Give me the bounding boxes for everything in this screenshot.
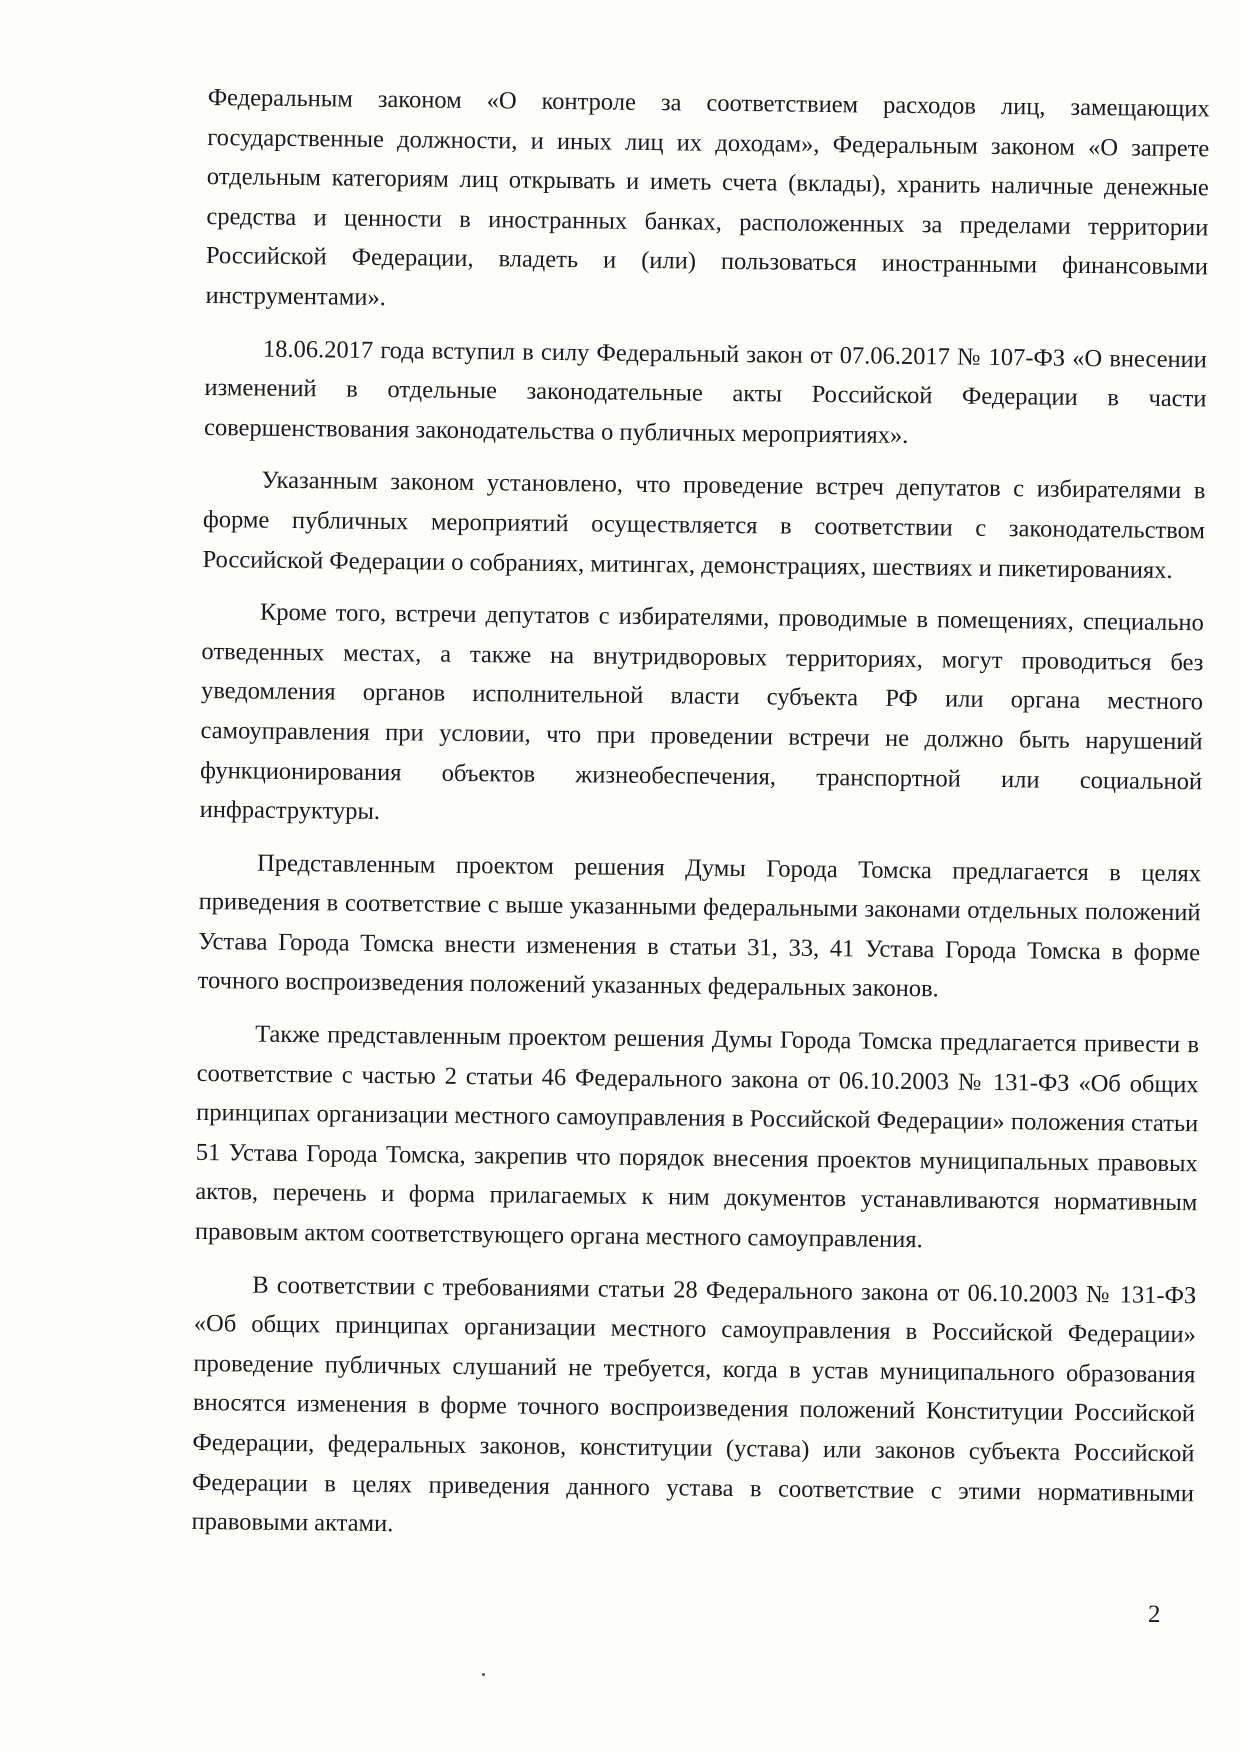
paragraph-5: Представленным проектом решения Думы Города Томска предлагается в целях приведения в соответствие с выше указанными федеральными законами отдельных положений Устава Города Томска внести изменения в статьи 31, 33, 41 Устава Города Томска в форме точного воспроизведения положений указанных федеральных законов. [197, 849, 1202, 1003]
scan-artifact-dot [482, 1673, 485, 1676]
page-number: 2 [1148, 1601, 1161, 1628]
paragraph-6: Также представленным проектом решения Думы Города Томска предлагается привести в соответствие с частью 2 статьи 46 Федерального закона от 06.10.2003 № 131-ФЗ «Об общих принципах организации местного самоуправления в Российской Федерации» положения статьи 51 Устава Города Томска, закрепив что порядок внесения проектов муниципальных правовых актов, перечень и форма прилагаемых к ним документов устанавливаются нормативным правовым актом соответствующего органа местного самоуправления. [194, 1020, 1200, 1254]
paragraph-3: Указанным законом установлено, что проведение встреч депутатов с избирателями в форме публичных мероприятий осуществляется в соответствии с законодательством Российской Федерации о собраниях, митингах, демонстрациях, шествиях и пикетированиях. [202, 466, 1206, 584]
paragraph-4: Кроме того, встречи депутатов с избирателями, проводимые в помещениях, специально отведенных местах, а также на внутридворовых территориях, могут проводиться без уведомления органов исполнительной власти субъекта РФ или органа местного самоуправления при условии, что при проведении встречи не должно быть нарушений функционирования объектов жизнеобеспечения, транспортной или социальной инфраструктуры. [199, 598, 1205, 826]
paragraph-7: В соответствии с требованиями статьи 28 Федерального закона от 06.10.2003 № 131-ФЗ «Об общих принципах организации местного самоуправления в Российской Федерации» проведение публичных слушаний не требуется, когда в устав муниципального образования вносятся изменения в форме точного воспроизведения положений Конституции Российской Федерации, федеральных законов, конституции (устава) или законов субъекта Российской Федерации в целях приведения данного устава в соответствие с этими нормативными правовыми актами. [191, 1271, 1197, 1538]
document-body [191, 78, 1210, 1566]
paragraph-2: 18.06.2017 года вступил в силу Федеральный закон от 07.06.2017 № 107-ФЗ «О внесении изменений в отдельные законодательные акты Российской Федерации в части совершенствования законодательства о публичных мероприятиях». [203, 335, 1208, 449]
paragraph-1: Федеральным законом «О контроле за соответствием расходов лиц, замещающих государственные должности, и иных лиц их доходам», Федеральным законом «О запрете отдельным категориям лиц открывать и иметь счета (вклады), хранить наличные денежные средства и ценности в иностранных банках, расположенных за пределами территории Российской Федерации, владеть и (или) пользоваться иностранными финансовыми инструментами». [205, 83, 1210, 311]
